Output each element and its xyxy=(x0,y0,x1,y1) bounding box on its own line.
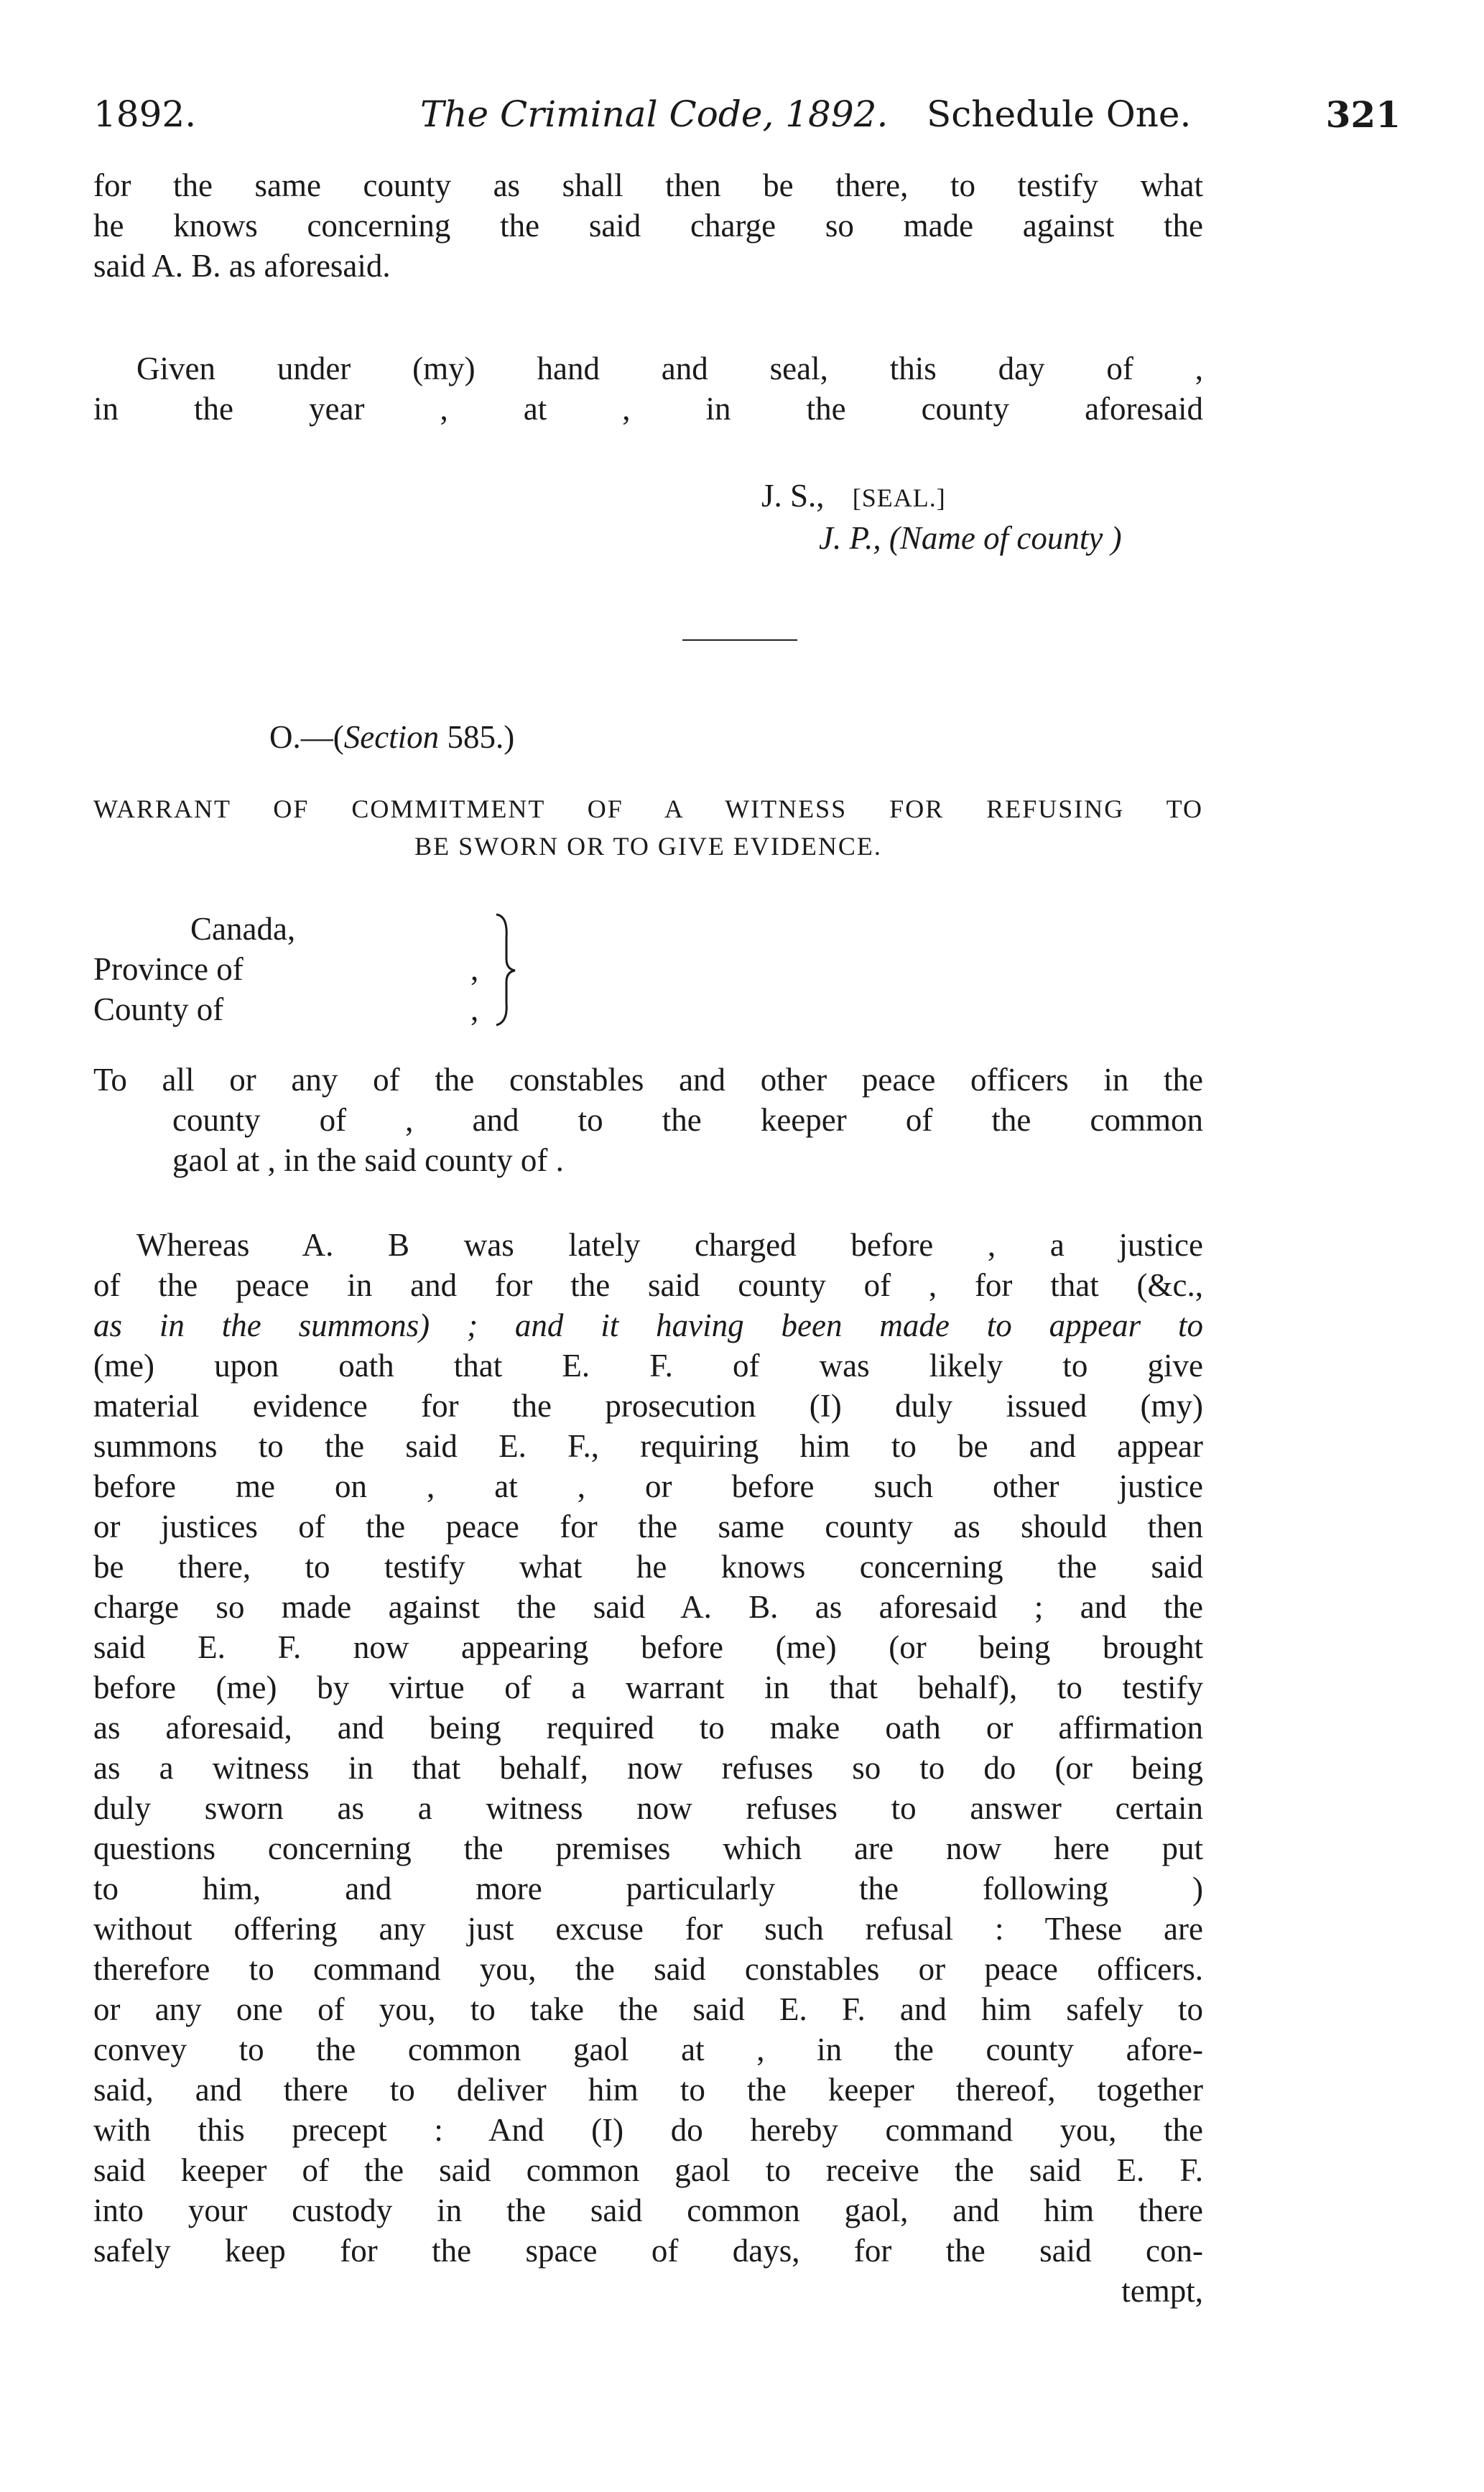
text-line: questions concerning the premises which are now here put xyxy=(93,1830,1203,1866)
text-line: gaol at , in the said county of . xyxy=(172,1142,564,1178)
county-comma: , xyxy=(470,991,479,1027)
text-line: county of , and to the keeper of the common xyxy=(172,1102,1203,1138)
heading-line: WARRANT OF COMMITMENT OF A WITNESS FOR REFUSING TO xyxy=(93,795,1203,823)
running-header xyxy=(93,93,1401,151)
signature-initials: J. S., xyxy=(761,478,825,514)
section-label: Section xyxy=(343,719,440,755)
header-title: The Criminal Code, 1892. xyxy=(420,93,889,135)
text-line: convey to the common gaol at , in the county afore- xyxy=(93,2032,1203,2067)
text-line: or justices of the peace for the same county as should then xyxy=(93,1509,1203,1544)
text-line: charge so made against the said A. B. as aforesaid ; and the xyxy=(93,1589,1203,1625)
address-block xyxy=(93,1060,1203,1180)
text-line: as aforesaid, and being required to make oath or affirmation xyxy=(93,1710,1203,1746)
whereas-paragraph xyxy=(93,1225,1203,2311)
section-divider xyxy=(682,639,797,641)
province-comma: , xyxy=(470,951,479,987)
venue-province: Province of xyxy=(93,951,244,987)
text-line: To all or any of the constables and other peace officers in the xyxy=(93,1062,1203,1098)
given-under-hand xyxy=(93,348,1203,429)
text-line: be there, to testify what he knows concerning the said xyxy=(93,1549,1203,1585)
page-number: 321 xyxy=(1325,93,1401,136)
text-line: into your custody in the said common gaol, and him there xyxy=(93,2192,1203,2228)
text-line: summons to the said E. F., requiring him to be and appear xyxy=(93,1428,1203,1464)
signature-block xyxy=(761,476,1122,558)
text-line: in the year , at , in the county aforesaid xyxy=(93,391,1203,427)
text-line: for the same county as shall then be there, to testify what xyxy=(93,167,1203,203)
text-line: before me on , at , or before such other justice xyxy=(93,1468,1203,1504)
form-heading xyxy=(93,790,1203,865)
text-line: of the peace in and for the said county of , for that (&c., xyxy=(93,1267,1203,1303)
text-line: safely keep for the space of days, for the said con- xyxy=(93,2233,1203,2269)
venue-canada: Canada, xyxy=(190,911,296,947)
text-line: said keeper of the said common gaol to receive the said E. F. xyxy=(93,2152,1203,2188)
text-line: with this precept : And (I) do hereby command you, the xyxy=(93,2112,1203,2148)
text-line: Whereas A. B was lately charged before , a justice xyxy=(136,1227,1203,1263)
text-line: therefore to command you, the said constables or peace officers. xyxy=(93,1951,1203,1987)
text-line: without offering any just excuse for such refusal : These are xyxy=(93,1911,1203,1947)
text-line: Given under (my) hand and seal, this day of , xyxy=(136,351,1203,386)
text-line: said E. F. now appearing before (me) (or being brought xyxy=(93,1629,1203,1665)
text-line: material evidence for the prosecution (I) duly issued (my) xyxy=(93,1388,1203,1424)
text-line: said, and there to deliver him to the keeper thereof, together xyxy=(93,2072,1203,2108)
heading-line: BE SWORN OR TO GIVE EVIDENCE. xyxy=(414,832,882,861)
header-schedule: Schedule One. xyxy=(927,93,1192,135)
text-line: or any one of you, to take the said E. F. and him safely to xyxy=(93,1991,1203,2027)
justice-of-peace-line: J. P., (Name of county ) xyxy=(819,520,1122,556)
text-line: tempt, xyxy=(1121,2273,1203,2309)
text-line: he knows concerning the said charge so made against the xyxy=(93,208,1203,244)
text-line: said A. B. as aforesaid. xyxy=(93,248,391,284)
venue-brace xyxy=(492,909,521,1029)
text-line: to him, and more particularly the following ) xyxy=(93,1871,1203,1907)
venue-block xyxy=(93,909,479,1029)
text-line: as in the summons) ; and it having been made to appear to xyxy=(93,1307,1203,1343)
text-line: before (me) by virtue of a warrant in that behalf), to testify xyxy=(93,1669,1203,1705)
section-reference: O.—(Section 585.) xyxy=(269,719,515,755)
opening-paragraph xyxy=(93,165,1203,286)
header-year: 1892. xyxy=(93,93,197,135)
book-page xyxy=(93,93,1401,2464)
venue-county: County of xyxy=(93,991,224,1027)
text-line: (me) upon oath that E. F. of was likely to give xyxy=(93,1348,1203,1384)
text-line: as a witness in that behalf, now refuses so to do (or being xyxy=(93,1750,1203,1786)
text-line: duly sworn as a witness now refuses to answer certain xyxy=(93,1790,1203,1826)
seal-mark: [SEAL.] xyxy=(852,483,946,512)
